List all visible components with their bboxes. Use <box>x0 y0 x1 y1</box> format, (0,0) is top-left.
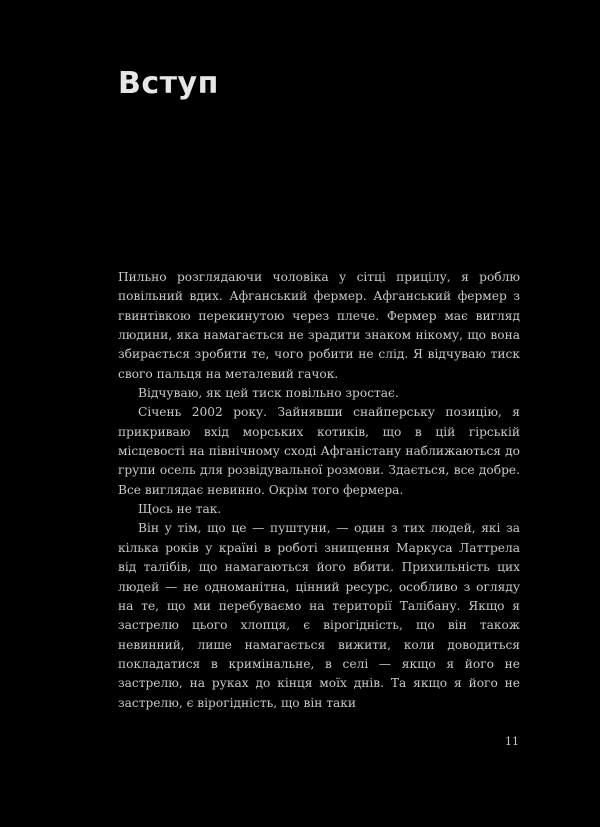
paragraph: Пильно розглядаючи чоловіка у сітці прицілу, я роблю повільний вдих. Афганський фермер. Афганський фермер з гвинтівкою перекинутою через плече. Фермер має вигляд людини, яка намагається не зрадити знаком нікому, що вона збирається зробити те, чого робити не слід. Я відчуваю тиск свого пальця на металевий гачок. <box>118 270 520 381</box>
paragraph: Відчуваю, як цей тиск повільно зростає. <box>138 386 399 401</box>
paragraph: Щось не так. <box>138 502 222 517</box>
page-number: 11 <box>505 735 519 748</box>
paragraph: Він у тім, що це — пуштуни, — один з тих людей, які за кілька років у країні в роботі знищення Маркуса Латтрела від талібів, що намагаються його вбити. Прихильність цих людей — не одноманітна, цінний ресурс, особливо з огляду на те, що ми перебуваємо на території Талібану. Якщо я застрелю цього хлопця, є вірогідність, що він також невинний, лише намагається вижити, коли доводиться покладатися в кримінальне, в селі — якщо я його не застрелю, на руках до кінця моїх днів. Та якщо я його не застрелю, є вірогідність, що він таки <box>118 521 520 710</box>
body-text <box>118 268 520 713</box>
chapter-title: Вступ <box>118 66 219 101</box>
paragraph: Січень 2002 року. Зайнявши снайперську позицію, я прикриваю вхід морських котиків, що в цій гірській місцевості на північному сході Афганістану наближаються до групи осель для розвідувальної розмови. Здається, все добре. Все виглядає невинно. Окрім того фермера. <box>118 405 520 497</box>
